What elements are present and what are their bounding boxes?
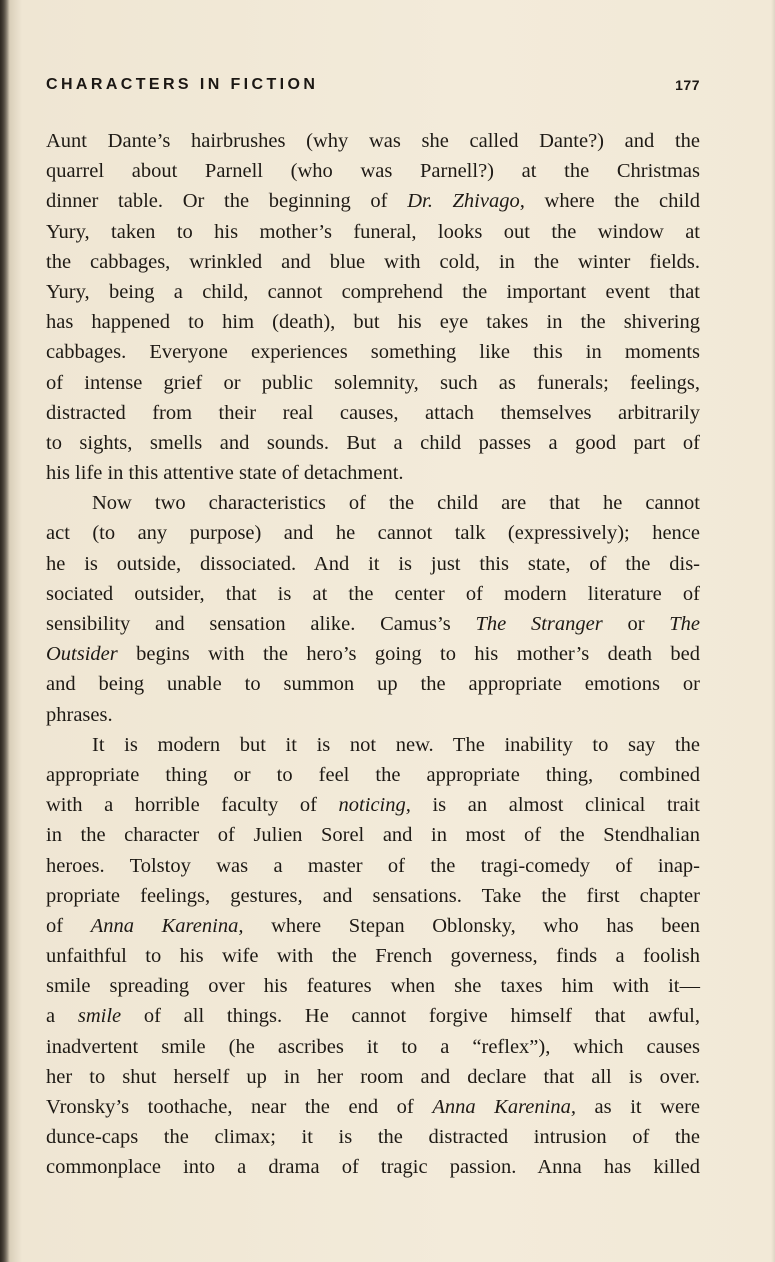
text-segment: dinner table. Or the beginning of	[46, 190, 408, 213]
text-segment: her to shut herself up in her room and declare that all is over.	[46, 1065, 700, 1088]
body-text	[46, 126, 700, 1183]
text-line	[46, 217, 700, 247]
text-line	[46, 126, 700, 156]
text-line	[46, 760, 700, 790]
text-line	[46, 1092, 700, 1122]
text-line	[46, 156, 700, 186]
text-segment: his life in this attentive state of detachment.	[46, 462, 404, 485]
text-segment: the cabbages, wrinkled and blue with cold, in the winter fields.	[46, 250, 700, 273]
text-line	[46, 579, 700, 609]
text-segment: sociated outsider, that is at the center of modern literature of	[46, 582, 700, 605]
text-segment: Aunt Dante’s hairbrushes (why was she called Dante?) and the	[46, 130, 700, 152]
text-line	[46, 307, 700, 337]
text-line	[46, 911, 700, 941]
text-segment: propriate feelings, gestures, and sensations. Take the first chapter	[46, 884, 700, 907]
text-segment: cabbages. Everyone experiences something like this in moments	[46, 341, 700, 364]
text-line	[46, 1122, 700, 1152]
text-segment: act (to any purpose) and he cannot talk (expressively); hence	[46, 522, 700, 545]
italic-text-segment: The	[669, 613, 701, 635]
text-line	[46, 941, 700, 971]
running-head	[46, 76, 700, 100]
text-line	[46, 186, 700, 216]
text-segment: and being unable to summon up the appropriate emotions or	[46, 673, 700, 696]
italic-text-segment: Anna Karenina,	[432, 1096, 576, 1118]
text-line	[46, 851, 700, 881]
text-segment: begins with the hero’s going to his mother’s death bed	[117, 643, 700, 666]
text-segment: sensibility and sensation alike. Camus’s	[46, 613, 476, 635]
text-segment: of	[46, 914, 91, 937]
text-segment: smile spreading over his features when she taxes him with it—	[46, 975, 700, 998]
text-line	[46, 458, 700, 488]
page-edge	[771, 0, 775, 1262]
text-line	[46, 398, 700, 428]
italic-text-segment: The Stranger	[475, 613, 603, 635]
text-line	[46, 700, 700, 730]
text-segment: inadvertent smile (he ascribes it to a “reflex”), which causes	[46, 1035, 700, 1058]
text-line	[46, 639, 700, 669]
text-segment: Now two characteristics of the child are that he cannot	[92, 492, 700, 515]
text-line	[46, 609, 700, 639]
text-line	[46, 669, 700, 699]
text-segment: to sights, smells and sounds. But a child passes a good part of	[46, 431, 700, 454]
text-segment: Vronsky’s toothache, near the end of	[46, 1096, 433, 1118]
text-line	[46, 820, 700, 850]
text-line	[46, 1152, 700, 1182]
text-line	[46, 247, 700, 277]
text-segment: or	[602, 613, 670, 635]
text-line	[46, 790, 700, 820]
text-segment: phrases.	[46, 703, 113, 726]
text-line	[46, 337, 700, 367]
text-line	[46, 971, 700, 1001]
text-line	[46, 549, 700, 579]
text-line	[46, 881, 700, 911]
text-segment: commonplace into a drama of tragic passion. Anna has killed	[46, 1156, 700, 1179]
text-segment: appropriate thing or to feel the appropriate thing, combined	[46, 763, 700, 786]
text-line	[46, 730, 700, 760]
text-segment: where Stepan Oblonsky, who has been	[243, 914, 700, 937]
italic-text-segment: Anna Karenina,	[90, 914, 244, 937]
text-segment: is an almost clinical trait	[410, 794, 700, 817]
text-segment: dunce-caps the climax; it is the distracted intrusion of the	[46, 1126, 700, 1149]
text-segment: unfaithful to his wife with the French governess, finds a foolish	[46, 945, 700, 968]
text-line	[46, 488, 700, 518]
text-segment: of intense grief or public solemnity, such as funerals; feelings,	[46, 371, 700, 394]
text-line	[46, 1062, 700, 1092]
italic-text-segment: Dr. Zhivago,	[407, 190, 525, 213]
text-segment: has happened to him (death), but his eye takes in the shivering	[46, 311, 700, 334]
text-line	[46, 368, 700, 398]
gutter-shadow	[0, 0, 10, 1262]
text-segment: heroes. Tolstoy was a master of the tragi-comedy of inap-	[46, 854, 700, 877]
running-title: CHARACTERS IN FICTION	[46, 76, 319, 93]
text-segment: a	[46, 1005, 78, 1028]
text-segment: Yury, being a child, cannot comprehend the important event that	[46, 280, 700, 303]
text-line	[46, 1001, 700, 1031]
text-segment: as it were	[575, 1096, 701, 1118]
text-segment: with a horrible faculty of	[46, 794, 339, 817]
text-segment: distracted from their real causes, attach themselves arbitrarily	[46, 401, 700, 424]
italic-text-segment: Outsider	[46, 643, 118, 666]
italic-text-segment: noticing,	[338, 794, 411, 817]
text-segment: Yury, taken to his mother’s funeral, looks out the window at	[46, 220, 700, 243]
text-line	[46, 428, 700, 458]
text-line	[46, 277, 700, 307]
page-number: 177	[675, 77, 700, 93]
text-line	[46, 518, 700, 548]
text-segment: where the child	[524, 190, 700, 213]
text-line	[46, 1032, 700, 1062]
text-segment: It is modern but it is not new. The inability to say the	[92, 733, 700, 756]
text-segment: quarrel about Parnell (who was Parnell?) at the Christmas	[46, 160, 700, 183]
text-segment: in the character of Julien Sorel and in most of the Stendhalian	[46, 824, 700, 847]
text-segment: of all things. He cannot forgive himself that awful,	[121, 1005, 700, 1028]
text-segment: he is outside, dissociated. And it is just this state, of the dis-	[46, 552, 700, 575]
italic-text-segment: smile	[77, 1005, 122, 1028]
